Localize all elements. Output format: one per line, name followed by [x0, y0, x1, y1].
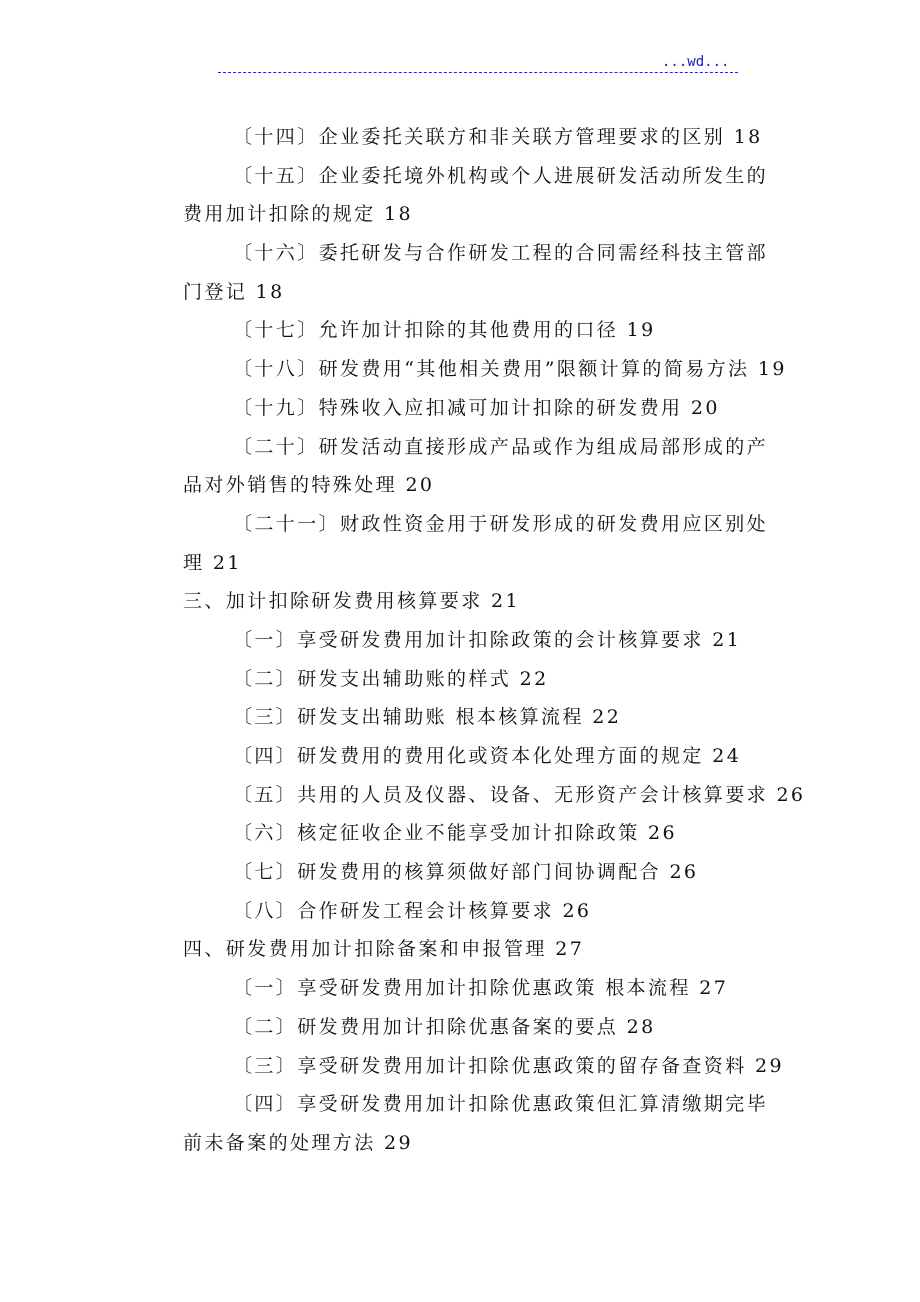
toc-line: 〔四〕研发费用的费用化或资本化处理方面的规定 24: [233, 745, 742, 767]
toc-line: 〔二十一〕财政性资金用于研发形成的研发费用应区别处: [233, 512, 769, 535]
toc-line: 品对外销售的特殊处理 20: [183, 474, 435, 497]
toc-line: 〔十七〕允许加计扣除的其他费用的口径 19: [233, 319, 656, 342]
toc-line: 〔二十〕研发活动直接形成产品或作为组成局部形成的产: [233, 435, 769, 458]
toc-line: 〔十六〕委托研发与合作研发工程的合同需经科技主管部: [233, 242, 769, 265]
toc-line: 〔十五〕企业委托境外机构或个人进展研发活动所发生的: [233, 164, 769, 187]
toc-line: 〔十四〕企业委托关联方和非关联方管理要求的区别 18: [233, 126, 763, 148]
toc-line: 〔五〕共用的人员及仪器、设备、无形资产会计核算要求 26: [233, 783, 806, 806]
toc-line: 〔十九〕特殊收入应扣减可加计扣除的研发费用 20: [233, 396, 720, 419]
toc-line: 〔四〕享受研发费用加计扣除优惠政策但汇算清缴期完毕: [233, 1093, 769, 1116]
toc-line: 〔二〕研发费用加计扣除优惠备案的要点 28: [233, 1015, 656, 1038]
toc-section-heading: 四、研发费用加计扣除备案和申报管理 27: [183, 938, 585, 961]
toc-line: 〔六〕核定征收企业不能享受加计扣除政策 26: [233, 822, 678, 845]
toc-line: 〔一〕享受研发费用加计扣除优惠政策 根本流程 27: [233, 977, 729, 1000]
toc-line: 〔十八〕研发费用“其他相关费用”限额计算的简易方法 19: [233, 358, 787, 381]
toc-line: 〔二〕研发支出辅助账的样式 22: [233, 667, 549, 690]
toc-line: 〔三〕研发支出辅助账 根本核算流程 22: [233, 706, 622, 729]
toc-line: 费用加计扣除的规定 18: [183, 203, 414, 226]
toc-line: 门登记 18: [183, 280, 285, 303]
header-rule: [218, 72, 738, 73]
toc-line: 前未备案的处理方法 29: [183, 1131, 414, 1154]
header-mark: ...wd...: [662, 54, 730, 70]
toc-line: 〔一〕享受研发费用加计扣除政策的会计核算要求 21: [233, 628, 742, 651]
toc-line: 〔八〕合作研发工程会计核算要求 26: [233, 899, 592, 922]
table-of-contents: [183, 118, 806, 1163]
toc-line: 理 21: [183, 551, 242, 574]
toc-section-heading: 三、加计扣除研发费用核算要求 21: [183, 590, 521, 613]
toc-line: 〔七〕研发费用的核算须做好部门间协调配合 26: [233, 861, 699, 884]
toc-line: 〔三〕享受研发费用加计扣除优惠政策的留存备查资料 29: [233, 1054, 785, 1077]
